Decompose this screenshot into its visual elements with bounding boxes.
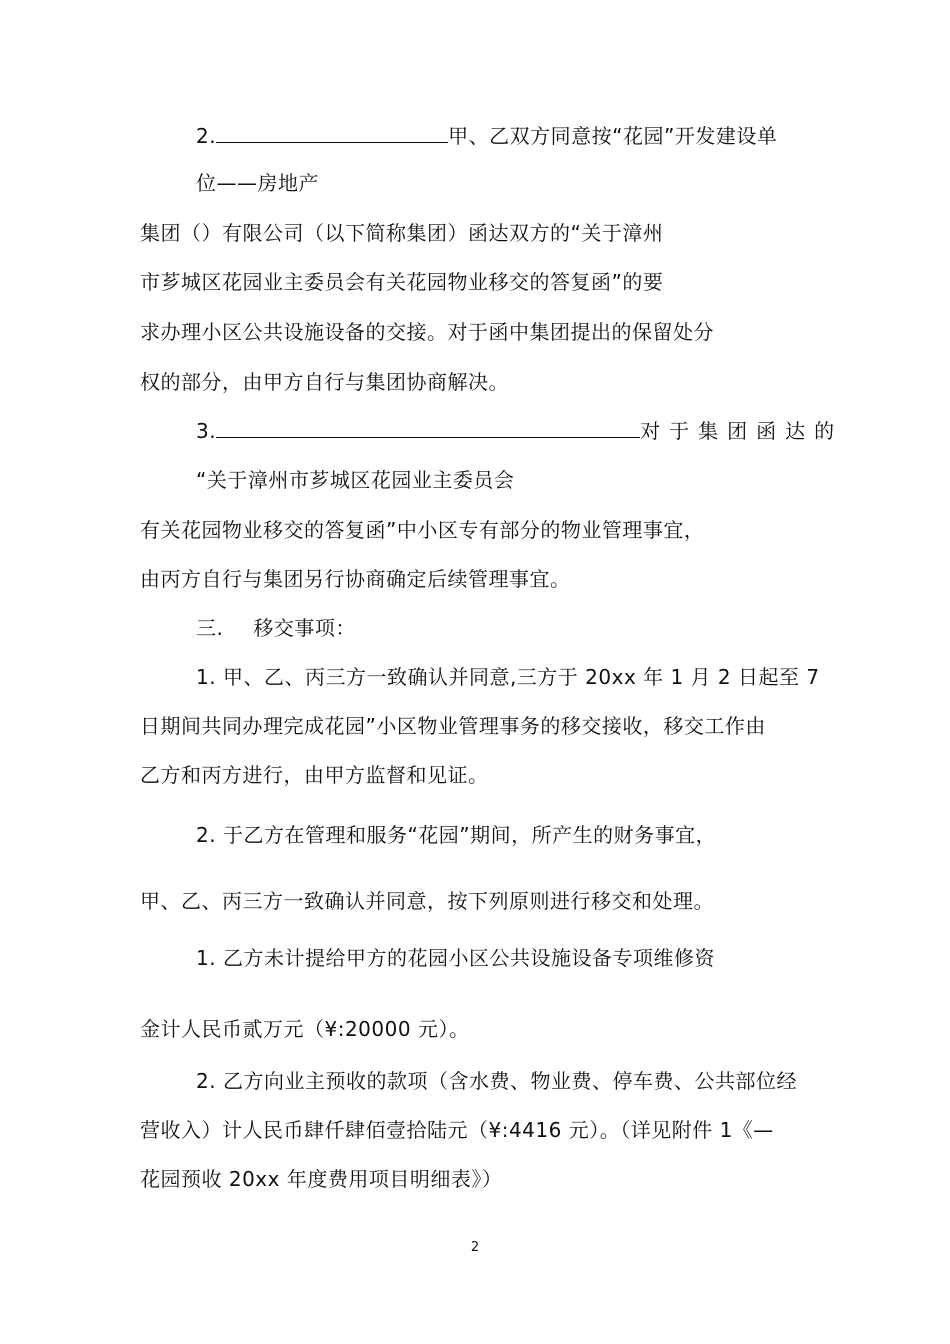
fill-in-blank[interactable] — [216, 122, 448, 143]
item3-line1 — [196, 417, 843, 444]
item3-line3: 有关花园物业移交的答复函”中小区专有部分的物业管理事宜， — [140, 518, 705, 542]
item2-line1 — [196, 122, 777, 149]
point2-line2: 甲、乙、丙三方一致确认并同意，按下列原则进行移交和处理。 — [140, 889, 714, 913]
item2-line5: 求办理小区公共设施设备的交接。对于函中集团提出的保留处分 — [140, 320, 714, 344]
point1-line3: 乙方和丙方进行，由甲方监督和见证。 — [140, 763, 489, 787]
point1-line1: 1. 甲、乙、丙三方一致确认并同意,三方于 20xx 年 1 月 2 日起至 7 — [196, 665, 820, 689]
sub2-line1: 2. 乙方向业主预收的款项（含水费、物业费、停车费、公共部位经 — [196, 1069, 797, 1093]
item3-line2: “关于漳州市芗城区花园业主委员会 — [196, 468, 515, 492]
item2-line6: 权的部分，由甲方自行与集团协商解决。 — [140, 370, 509, 394]
item3-line4: 由丙方自行与集团另行协商确定后续管理事宜。 — [140, 567, 571, 591]
sub2-line2: 营收入）计人民币肆仟肆佰壹拾陆元（¥:4416 元）。（详见附件 1《— — [140, 1118, 774, 1142]
item2-line2: 位——房地产 — [196, 171, 319, 195]
section-title: 移交事项： — [253, 616, 356, 640]
sub2-line3: 花园预收 20xx 年度费用项目明细表》） — [140, 1167, 503, 1191]
item2-line3: 集团（）有限公司（以下简称集团）函达双方的“关于漳州 — [140, 221, 664, 245]
section-heading — [196, 615, 356, 641]
section-number: 三. — [196, 616, 224, 640]
point1-line2: 日期间共同办理完成花园”小区物业管理事务的移交接收，移交工作由 — [140, 714, 766, 738]
page-number: 2 — [470, 1240, 480, 1255]
item2-number: 2. — [196, 124, 217, 148]
item3-number: 3. — [196, 419, 217, 443]
item2-line4: 市芗城区花园业主委员会有关花园物业移交的答复函”的要 — [140, 270, 664, 294]
item2-line1-text: 甲、乙双方同意按“花园”开发建设单 — [448, 124, 778, 148]
item3-line1-text: 对于集团函达的 — [640, 419, 844, 443]
sub1-line1: 1. 乙方未计提给甲方的花园小区公共设施设备专项维修资 — [196, 946, 715, 970]
point2-line1: 2. 于乙方在管理和服务“花园”期间，所产生的财务事宜， — [196, 823, 717, 847]
sub1-line2: 金计人民币贰万元（¥:20000 元）。 — [140, 1017, 470, 1041]
fill-in-blank[interactable] — [216, 417, 640, 438]
